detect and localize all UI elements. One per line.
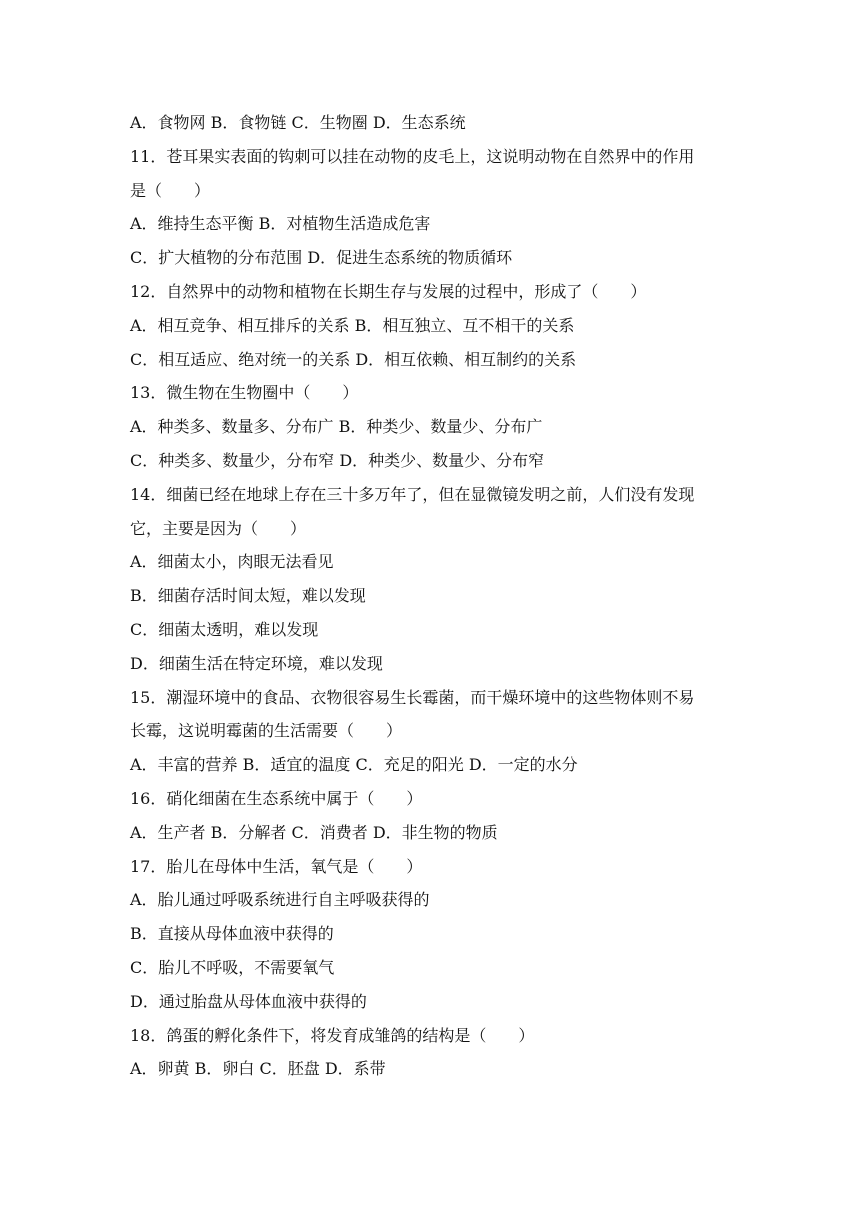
- question-11-options-cd: C．扩大植物的分布范围 D．促进生态系统的物质循环: [130, 248, 513, 268]
- option-line: A．食物网 B．食物链 C．生物圈 D．生态系统: [130, 113, 466, 132]
- question-13-options-ab: A．种类多、数量多、分布广 B．种类少、数量少、分布广: [130, 417, 543, 437]
- question-17-option-d: D．通过胎盘从母体血液中获得的: [130, 991, 367, 1011]
- question-15-options: A．丰富的营养 B．适宜的温度 C．充足的阳光 D．一定的水分: [130, 755, 578, 775]
- question-18-stem: 18．鸽蛋的孵化条件下，将发育成雏鸽的结构是（ ）: [130, 1025, 535, 1045]
- question-17-stem: 17．胎儿在母体中生活，氧气是（ ）: [130, 856, 423, 876]
- question-12-options-cd: C．相互适应、绝对统一的关系 D．相互依赖、相互制约的关系: [130, 349, 577, 369]
- question-17-option-b: B．直接从母体血液中获得的: [130, 924, 334, 944]
- question-16-options: A．生产者 B．分解者 C．消费者 D．非生物的物质: [130, 822, 498, 842]
- question-15-stem: 15．潮湿环境中的食品、衣物很容易生长霉菌，而干燥环境中的这些物体则不易: [130, 687, 695, 707]
- question-18-options: A．卵黄 B．卵白 C．胚盘 D．系带: [130, 1059, 386, 1079]
- question-14-stem-cont: 它，主要是因为（ ）: [130, 518, 307, 538]
- question-17-option-a: A．胎儿通过呼吸系统进行自主呼吸获得的: [130, 890, 430, 910]
- question-12-options-ab: A．相互竞争、相互排斥的关系 B．相互独立、互不相干的关系: [130, 315, 575, 335]
- question-13-stem: 13．微生物在生物圈中（ ）: [130, 383, 359, 403]
- question-14-option-d: D．细菌生活在特定环境，难以发现: [130, 653, 383, 673]
- question-14-option-a: A．细菌太小，肉眼无法看见: [130, 552, 334, 572]
- question-17-option-c: C．胎儿不呼吸，不需要氧气: [130, 957, 335, 977]
- question-14-option-b: B．细菌存活时间太短，难以发现: [130, 586, 366, 606]
- question-16-stem: 16．硝化细菌在生态系统中属于（ ）: [130, 788, 423, 808]
- question-12-stem: 12．自然界中的动物和植物在长期生存与发展的过程中，形成了（ ）: [130, 281, 647, 301]
- question-13-options-cd: C．种类多、数量少，分布窄 D．种类少、数量少、分布窄: [130, 450, 545, 470]
- question-15-stem-cont: 长霉，这说明霉菌的生活需要（ ）: [130, 721, 403, 741]
- question-11-stem-cont: 是（ ）: [130, 180, 211, 200]
- question-14-option-c: C．细菌太透明，难以发现: [130, 619, 319, 639]
- question-14-stem: 14．细菌已经在地球上存在三十多万年了，但在显微镜发明之前，人们没有发现: [130, 484, 695, 504]
- question-11-options-ab: A．维持生态平衡 B．对植物生活造成危害: [130, 214, 431, 234]
- question-list: [130, 106, 740, 1086]
- question-11-stem: 11．苍耳果实表面的钩刺可以挂在动物的皮毛上，这说明动物在自然界中的作用: [130, 146, 695, 166]
